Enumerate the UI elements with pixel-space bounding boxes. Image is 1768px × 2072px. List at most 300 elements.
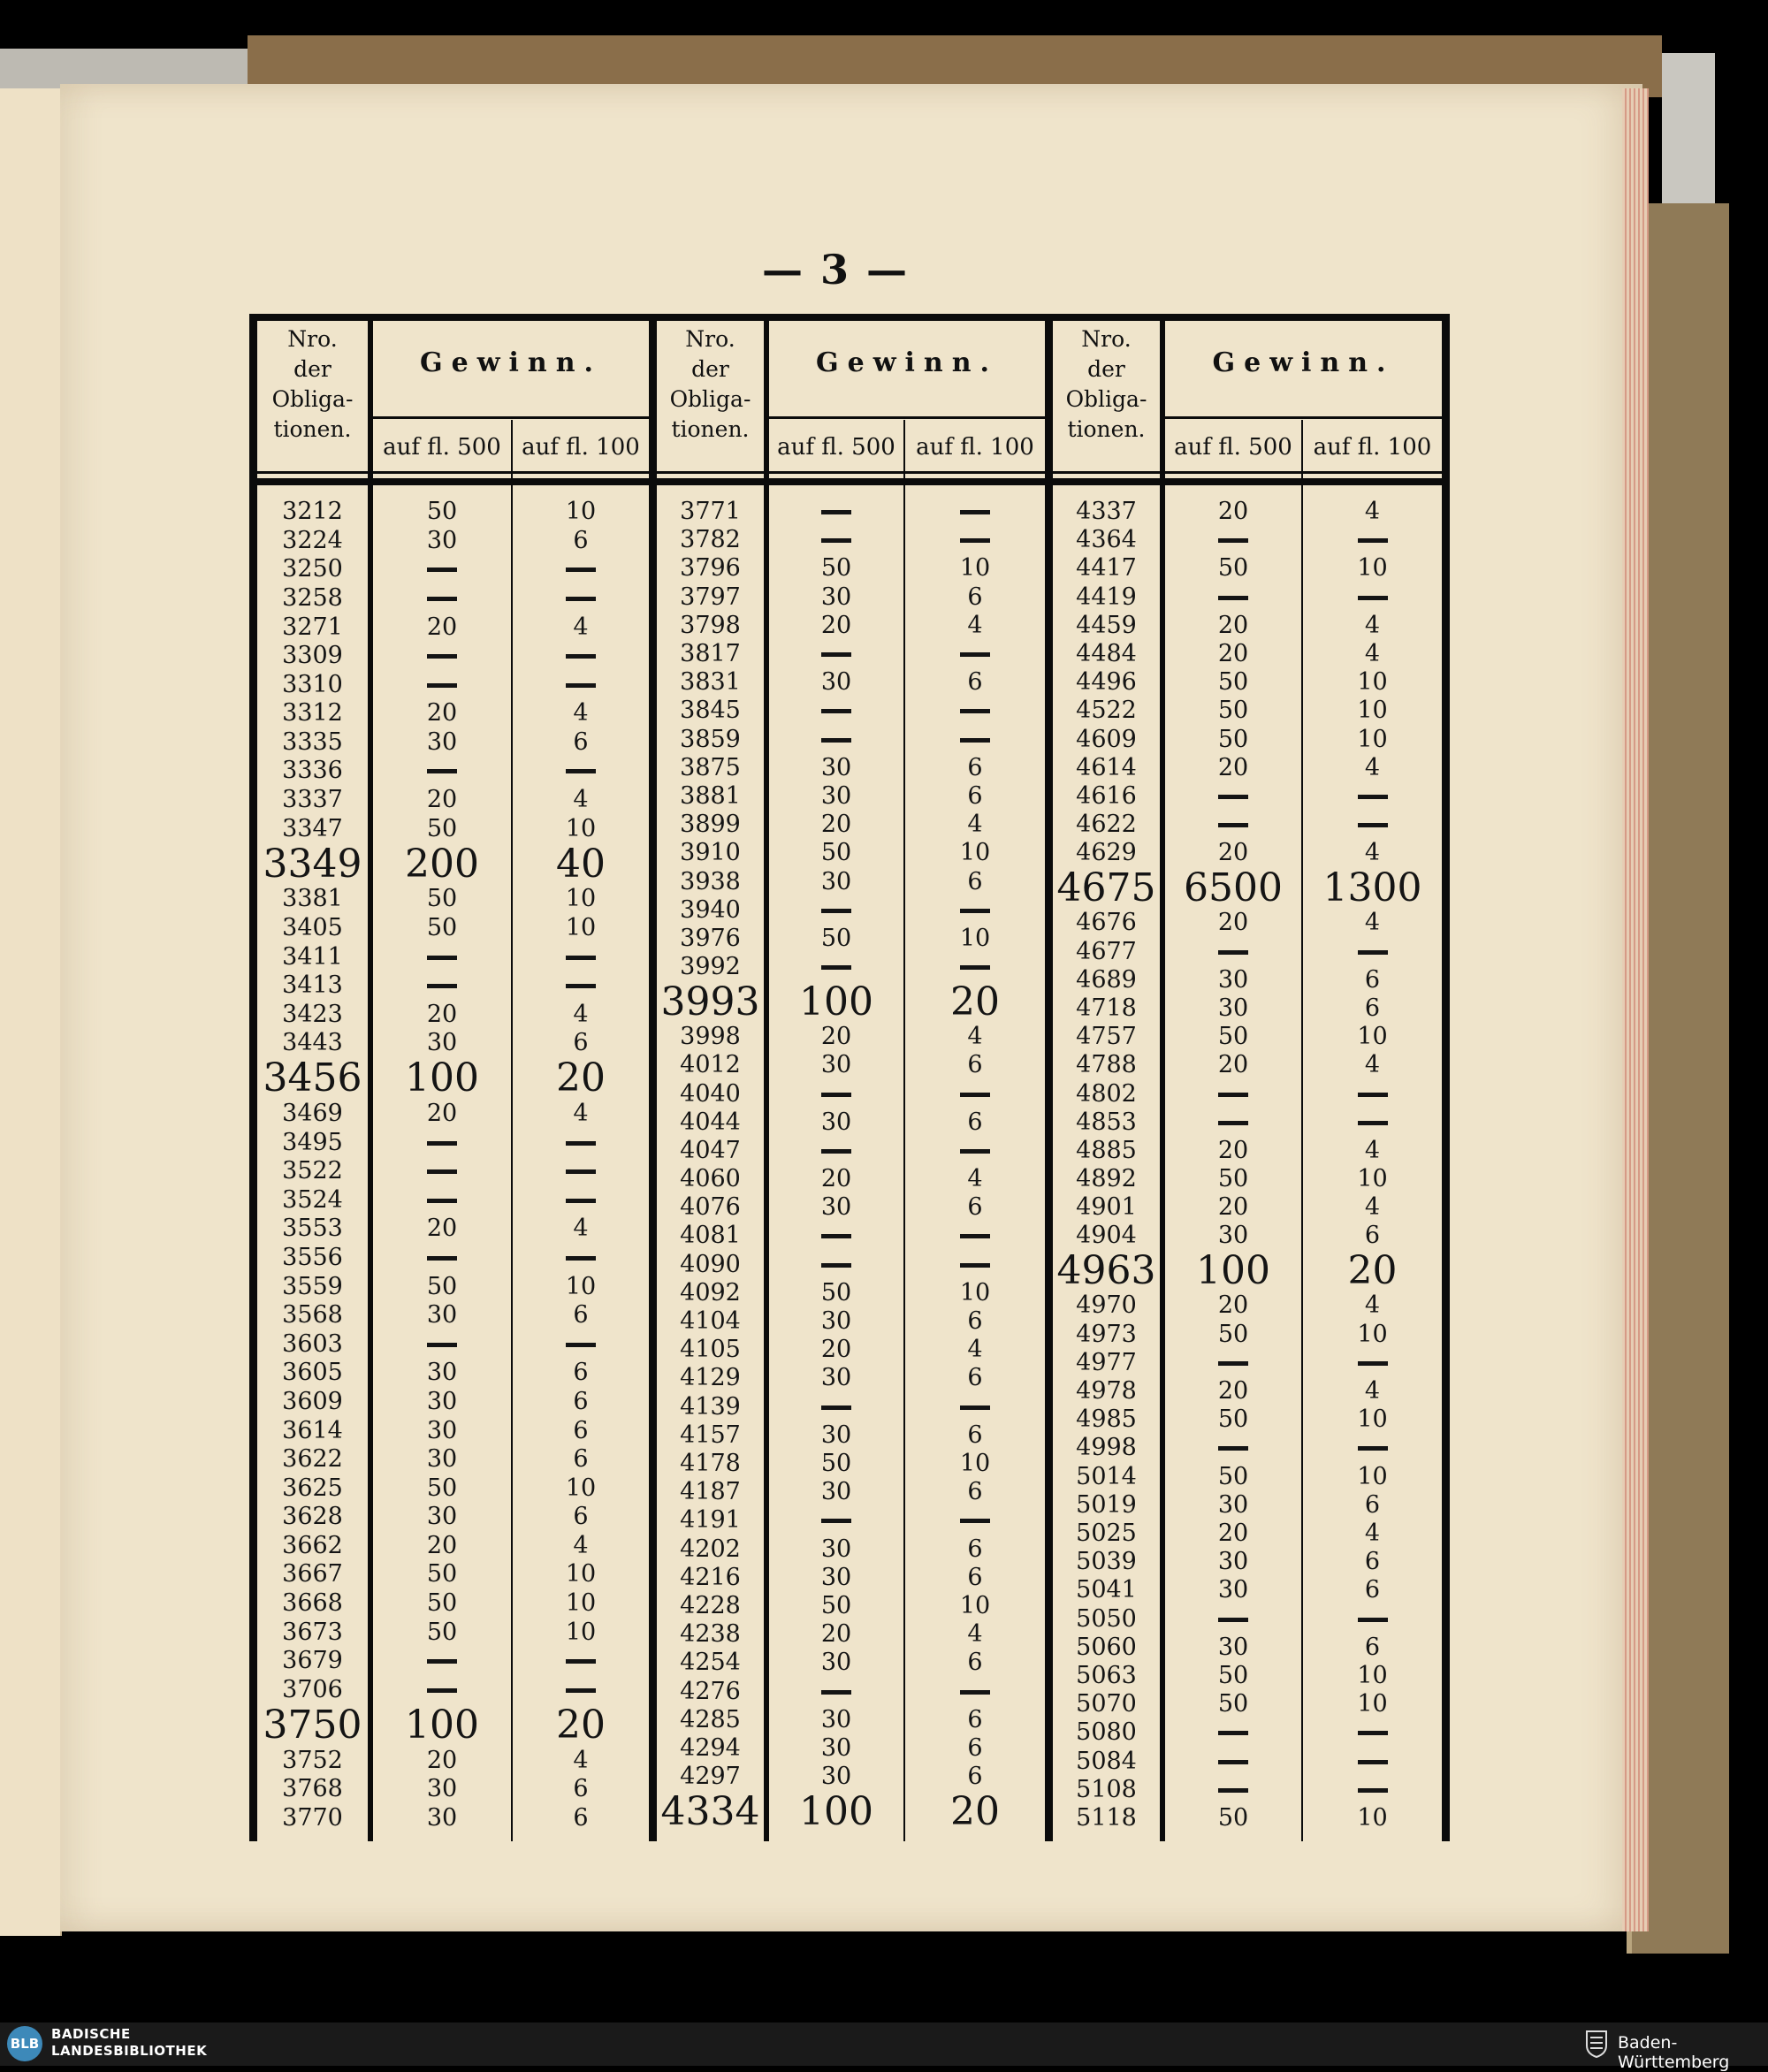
block-separator-1 [649,314,657,1841]
prize-500: 30 [820,1563,852,1591]
prize-500-dash [821,1519,851,1523]
prize-100: 4 [1364,1136,1381,1164]
prize-500-dash [427,654,457,659]
obligation-number: 3271 [282,613,343,641]
prize-500: 30 [426,1359,458,1387]
prize-100-dash [960,1093,990,1097]
prize-100-dash [960,1149,990,1154]
obligation-number: 3668 [282,1589,343,1617]
prize-100: 10 [565,1474,597,1502]
obligation-number: 4178 [680,1450,741,1478]
prize-500: 30 [820,1108,852,1136]
sub500-header-2: auf fl. 500 [777,434,895,461]
obligation-number: 3250 [282,555,343,583]
obligation-number: 4459 [1076,611,1137,639]
gewinn-underline-1 [373,416,649,419]
prize-500: 50 [1217,1023,1249,1051]
blb-logo-icon: BLB [7,2026,42,2061]
prize-500: 30 [820,1535,852,1563]
prize-500: 50 [1217,1803,1249,1832]
prize-100-dash [1358,1788,1388,1793]
obligation-number: 3771 [680,498,741,526]
obligation-number: 4047 [680,1136,741,1164]
prize-500: 30 [820,1763,852,1791]
obligation-number: 4202 [680,1535,741,1563]
prize-100-dash [1358,1121,1388,1125]
obligation-number: 4718 [1076,994,1137,1022]
prize-100: 6 [1364,1576,1381,1604]
prize-500: 50 [426,1589,458,1617]
prize-500: 50 [426,1272,458,1300]
prize-100: 10 [959,925,991,953]
prize-100-dash [1358,1618,1388,1622]
obligation-number: 4191 [680,1506,741,1535]
obligation-number: 4609 [1076,725,1137,753]
obligation-number: 3992 [680,953,741,981]
outer-left-rule [249,314,257,1841]
obligation-number: 4157 [680,1421,741,1449]
prize-500: 30 [1217,1490,1249,1519]
prize-500-dash [427,1688,457,1693]
prize-500: 20 [426,613,458,641]
prize-100: 4 [967,811,983,839]
prize-500: 20 [1217,640,1249,668]
prize-100: 6 [967,1478,983,1506]
prize-100-dash [566,654,596,659]
prize-500: 50 [1217,725,1249,753]
prize-500: 50 [426,914,458,942]
gewinn-header-1: Gewinn. [420,347,602,378]
obligation-number: 3413 [282,971,343,1000]
prize-100-dash [566,683,596,688]
prize-100: 4 [1364,1051,1381,1079]
prize-500: 20 [1217,1051,1249,1079]
prize-500: 30 [426,1387,458,1415]
obligation-number: 4276 [680,1677,741,1705]
obligation-number: 3750 [263,1702,362,1748]
prize-100-dash [566,597,596,601]
prize-100: 10 [959,1278,991,1306]
prize-100: 6 [573,1503,589,1531]
block-separator-2 [1045,314,1053,1841]
prize-100-dash [960,738,990,743]
obligation-number: 4614 [1076,753,1137,781]
obligation-number: 3423 [282,1000,343,1028]
prize-500: 30 [1217,965,1249,994]
obligation-number: 4484 [1076,640,1137,668]
prize-500: 30 [820,1193,852,1222]
nr-header-2: Nro. der Obliga- tionen. [669,326,751,442]
obligation-number: 3603 [282,1329,343,1358]
obligation-number: 4297 [680,1763,741,1791]
obligation-number: 3335 [282,727,343,756]
prize-100: 4 [967,1620,983,1649]
prize-500: 20 [820,1620,852,1649]
page-block-edge [1622,88,1649,1931]
obligation-number: 3411 [282,942,343,971]
obligation-number: 3797 [680,583,741,611]
obligation-number: 3817 [680,640,741,668]
prize-100: 10 [1357,1023,1388,1051]
obligation-number: 3347 [282,814,343,842]
prize-500-dash [1218,1731,1248,1735]
obligation-number: 3524 [282,1185,343,1214]
prize-100: 6 [967,1563,983,1591]
prize-100-dash [960,909,990,913]
header-rule-1 [249,471,1450,474]
prize-500: 50 [1217,668,1249,697]
obligation-number: 5108 [1076,1775,1137,1803]
obligation-number: 4676 [1076,909,1137,937]
prize-500-dash [427,1199,457,1203]
prize-100-dash [960,510,990,514]
obligation-number: 5041 [1076,1576,1137,1604]
prize-100: 10 [1357,554,1388,583]
prize-500: 20 [426,1531,458,1559]
prize-100: 6 [573,727,589,756]
footer-bar [0,2022,1768,2066]
prize-100: 6 [967,1734,983,1763]
obligation-number: 3798 [680,611,741,639]
prize-100: 4 [1364,640,1381,668]
prize-500-dash [1218,1121,1248,1125]
prize-500: 20 [426,1100,458,1128]
prize-500: 50 [426,1618,458,1646]
prize-100: 6 [573,1803,589,1832]
prize-100: 6 [967,1649,983,1677]
obligation-number: 4904 [1076,1222,1137,1250]
prize-500: 30 [820,1649,852,1677]
gewinn-header-3: Gewinn. [1212,347,1395,378]
prize-500: 20 [1217,1291,1249,1320]
nr-header-1: Nro. der Obliga- tionen. [271,326,354,442]
prize-100: 6 [967,1307,983,1336]
prize-100-dash [566,1256,596,1261]
prize-100: 6 [1364,1548,1381,1576]
prize-100-dash [1358,1760,1388,1764]
prize-500: 30 [1217,1576,1249,1604]
prize-100: 6 [1364,965,1381,994]
prize-100: 20 [556,1702,606,1748]
prize-500: 50 [1217,1320,1249,1348]
prize-500-dash [821,1263,851,1268]
prize-100: 10 [1357,668,1388,697]
obligation-number: 4629 [1076,839,1137,867]
prize-100: 10 [959,1592,991,1620]
obligation-number: 3336 [282,757,343,785]
prize-100: 1300 [1322,865,1422,910]
obligation-number: 3381 [282,885,343,913]
prize-500-dash [427,1141,457,1146]
prize-100: 4 [1364,1193,1381,1222]
prize-100-dash [1358,1731,1388,1735]
prize-500-dash [427,597,457,601]
obligation-number: 3831 [680,668,741,697]
sub500-header-3: auf fl. 500 [1174,434,1292,461]
prize-500-dash [1218,823,1248,827]
prize-500: 30 [820,867,852,895]
state-emblem-icon [1585,2030,1608,2058]
obligation-number: 4294 [680,1734,741,1763]
prize-500: 50 [426,1474,458,1502]
prize-100: 4 [1364,1376,1381,1405]
prize-100-dash [566,1141,596,1146]
sub100-header-1: auf fl. 100 [522,434,640,461]
prize-500: 50 [1217,697,1249,725]
prize-500-dash [1218,950,1248,955]
prize-100-dash [960,1234,990,1238]
prize-500-dash [427,1343,457,1347]
obligation-number: 4092 [680,1278,741,1306]
prize-500: 50 [820,925,852,953]
page-number: — 3 — [761,246,910,293]
prize-500: 100 [405,1702,479,1748]
prize-500-dash [821,909,851,913]
obligation-number: 3940 [680,895,741,924]
prize-100: 10 [959,1450,991,1478]
obligation-number: 4689 [1076,965,1137,994]
obligation-number: 4334 [660,1788,760,1834]
prize-100: 10 [1357,1320,1388,1348]
prize-100: 4 [1364,611,1381,639]
lottery-table [249,314,1450,1841]
obligation-number: 4977 [1076,1348,1137,1376]
prize-100-dash [566,956,596,960]
prize-100: 6 [1364,1633,1381,1661]
prize-500: 50 [820,1592,852,1620]
obligation-number: 3559 [282,1272,343,1300]
prize-500: 200 [405,841,479,887]
prize-100-dash [1358,1446,1388,1451]
prize-500: 20 [426,1000,458,1028]
prize-500: 100 [799,1788,873,1834]
prize-500-dash [1218,1093,1248,1097]
obligation-number: 3212 [282,498,343,526]
prize-500-dash [821,1149,851,1154]
prize-500: 20 [1217,909,1249,937]
obligation-number: 3998 [680,1023,741,1051]
obligation-number: 4337 [1076,498,1137,526]
prize-100: 6 [573,1416,589,1444]
prize-100: 4 [967,1023,983,1051]
prize-100-dash [1358,596,1388,600]
prize-100-dash [1358,950,1388,955]
prize-500: 30 [820,1307,852,1336]
obligation-number: 5080 [1076,1718,1137,1747]
prize-500: 30 [820,753,852,781]
prize-500: 30 [820,1421,852,1449]
prize-500: 50 [426,814,458,842]
prize-100: 10 [1357,725,1388,753]
top-rule [249,314,1450,321]
obligation-number: 4802 [1076,1079,1137,1108]
prize-100: 6 [573,1387,589,1415]
prize-100: 6 [573,1445,589,1474]
prize-100: 4 [573,786,589,814]
obligation-number: 4973 [1076,1320,1137,1348]
prize-100: 10 [1357,1690,1388,1718]
prize-500-dash [427,1169,457,1174]
obligation-number: 4105 [680,1336,741,1364]
prize-500-dash [427,1256,457,1261]
prize-100: 6 [1364,994,1381,1022]
obligation-number: 3405 [282,914,343,942]
prize-100: 4 [967,1165,983,1193]
obligation-number: 4963 [1056,1247,1156,1293]
obligation-number: 5039 [1076,1548,1137,1576]
prize-500: 30 [820,1051,852,1079]
obligation-number: 4522 [1076,697,1137,725]
prize-100-dash [566,769,596,773]
prize-100: 6 [967,1364,983,1392]
prize-500: 30 [426,1029,458,1057]
obligation-number: 5050 [1076,1604,1137,1633]
prize-500: 30 [820,1734,852,1763]
prize-500: 20 [820,1023,852,1051]
prize-100: 10 [1357,1661,1388,1689]
prize-500: 30 [820,583,852,611]
prize-100-dash [566,1688,596,1693]
prize-100: 6 [967,583,983,611]
obligation-number: 3469 [282,1100,343,1128]
prize-500-dash [1218,538,1248,543]
prize-500: 50 [1217,1405,1249,1434]
prize-100: 6 [967,1051,983,1079]
obligation-number: 3770 [282,1803,343,1832]
obligation-number: 4040 [680,1079,741,1108]
prize-500: 30 [426,1503,458,1531]
prize-500-dash [821,652,851,657]
obligation-number: 4187 [680,1478,741,1506]
obligation-number: 4285 [680,1705,741,1733]
prize-500-dash [1218,596,1248,600]
prize-100-dash [1358,1093,1388,1097]
prize-100: 4 [967,1336,983,1364]
obligation-number: 3349 [263,841,362,887]
prize-100-dash [1358,823,1388,827]
prize-100: 6 [967,1193,983,1222]
obligation-number: 5118 [1076,1803,1137,1832]
obligation-number: 4104 [680,1307,741,1336]
prize-500-dash [427,984,457,988]
obligation-number: 3258 [282,584,343,613]
header-rule-2 [249,478,1450,485]
prize-100-dash [566,1343,596,1347]
prize-500: 20 [1217,753,1249,781]
obligation-number: 3553 [282,1215,343,1243]
prize-100: 20 [556,1055,606,1101]
prize-500-dash [1218,1788,1248,1793]
prize-500: 20 [1217,611,1249,639]
prize-100: 10 [1357,697,1388,725]
prize-100: 6 [1364,1490,1381,1519]
prize-100: 6 [967,1421,983,1449]
prize-500: 50 [820,1278,852,1306]
prize-100: 10 [565,814,597,842]
prize-500: 30 [820,782,852,811]
prize-100: 4 [1364,753,1381,781]
obligation-number: 5025 [1076,1519,1137,1547]
prize-100: 6 [573,1359,589,1387]
obligation-number: 4853 [1076,1108,1137,1136]
prize-500: 30 [820,1364,852,1392]
prize-100: 40 [556,841,606,887]
prize-500-dash [821,1093,851,1097]
prize-500: 100 [405,1055,479,1101]
obligation-number: 3568 [282,1301,343,1329]
sub500-header-1: auf fl. 500 [383,434,501,461]
prize-500: 50 [1217,1661,1249,1689]
obligation-number: 5014 [1076,1462,1137,1490]
obligation-number: 4044 [680,1108,741,1136]
prize-100: 6 [967,668,983,697]
prize-500: 20 [1217,1193,1249,1222]
prize-100-dash [566,1199,596,1203]
prize-500-dash [1218,1361,1248,1366]
obligation-number: 3910 [680,839,741,867]
prize-100-dash [960,965,990,970]
prize-500-dash [821,538,851,543]
prize-500: 30 [820,1705,852,1733]
obligation-number: 3605 [282,1359,343,1387]
prize-500: 20 [1217,1519,1249,1547]
prize-500: 50 [1217,1462,1249,1490]
prize-500-dash [821,965,851,970]
prize-500: 50 [1217,1690,1249,1718]
gewinn-header-2: Gewinn. [816,347,998,378]
obligation-number: 3796 [680,554,741,583]
obligation-number: 3881 [680,782,741,811]
gewinn-underline-2 [769,416,1045,419]
prize-500: 100 [799,979,873,1025]
obligation-number: 3679 [282,1647,343,1675]
obligation-number: 3706 [282,1675,343,1703]
obligation-number: 3628 [282,1503,343,1531]
prize-500: 100 [1196,1247,1270,1293]
prize-500: 20 [1217,1376,1249,1405]
prize-100: 4 [573,1746,589,1774]
obligation-number: 3976 [680,925,741,953]
obligation-number: 4985 [1076,1405,1137,1434]
prize-100-dash [1358,1361,1388,1366]
sub100-header-2: auf fl. 100 [916,434,1034,461]
prize-100: 10 [959,554,991,583]
prize-100: 10 [1357,1165,1388,1193]
obligation-number: 3859 [680,725,741,753]
prize-500: 30 [820,1478,852,1506]
prize-500: 50 [426,885,458,913]
prize-100: 4 [573,1531,589,1559]
prize-100-dash [960,709,990,713]
prize-100: 10 [565,1589,597,1617]
prize-100: 4 [573,1100,589,1128]
prize-500-dash [1218,1760,1248,1764]
obligation-number: 3899 [680,811,741,839]
prize-100: 4 [573,613,589,641]
prize-100: 4 [573,699,589,727]
obligation-number: 3673 [282,1618,343,1646]
obligation-number: 3312 [282,699,343,727]
obligation-number: 3752 [282,1746,343,1774]
prize-100: 20 [950,979,1000,1025]
prize-100: 4 [573,1000,589,1028]
prize-500: 50 [1217,1165,1249,1193]
obligation-number: 3309 [282,642,343,670]
prize-500: 30 [426,1416,458,1444]
prize-500-dash [427,1659,457,1664]
obligation-number: 4496 [1076,668,1137,697]
obligation-number: 4901 [1076,1193,1137,1222]
